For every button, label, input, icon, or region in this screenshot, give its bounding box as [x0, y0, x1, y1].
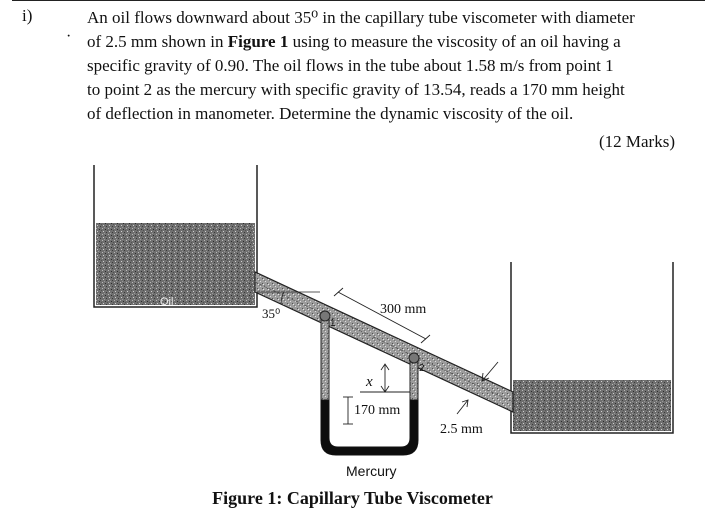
question-line-2-post: using to measure the viscosity of an oil having a	[288, 32, 621, 51]
x-label: x	[366, 374, 373, 390]
length-tick-end	[421, 335, 430, 343]
left-tank	[94, 165, 257, 308]
item-label: i)	[22, 6, 33, 25]
figure-caption: Figure 1: Capillary Tube Viscometer	[212, 488, 493, 508]
question-line-3: specific gravity of 0.90. The oil flows in the tube about 1.58 m/s from point 1	[87, 56, 614, 75]
point-2-marker	[409, 353, 419, 363]
length-label: 300 mm	[380, 302, 427, 317]
diameter-arrow-top	[482, 362, 498, 381]
right-tank-oil	[513, 380, 671, 431]
left-tank-oil	[96, 223, 255, 305]
figure-reference: Figure 1	[227, 32, 289, 51]
height-dimension	[343, 397, 400, 424]
bullet-dot: ·	[66, 28, 72, 45]
point-1-label: 1	[330, 318, 336, 329]
tank-oil-label: Oil	[160, 296, 174, 308]
point-1-marker	[320, 311, 330, 321]
question-line-4: to point 2 as the mercury with specific gravity of 13.54, reads a 170 mm height	[87, 80, 625, 99]
point-2-label: 2	[419, 363, 425, 374]
diameter-label: 2.5 mm	[440, 422, 483, 437]
question-line-1: An oil flows downward about 35⁰ in the capillary tube viscometer with diameter	[87, 8, 635, 27]
angle-label: 35⁰	[262, 306, 281, 321]
x-dimension	[360, 364, 410, 392]
marks-label: (12 Marks)	[598, 132, 675, 151]
question-line-2-pre: of 2.5 mm shown in	[87, 32, 228, 51]
length-tick-start	[334, 288, 343, 296]
question-line-5: of deflection in manometer. Determine the dynamic viscosity of the oil.	[87, 104, 574, 123]
right-tank	[511, 262, 673, 433]
tube-centerline	[255, 282, 513, 402]
mercury-label: Mercury	[346, 463, 397, 479]
height-label: 170 mm	[354, 403, 401, 418]
